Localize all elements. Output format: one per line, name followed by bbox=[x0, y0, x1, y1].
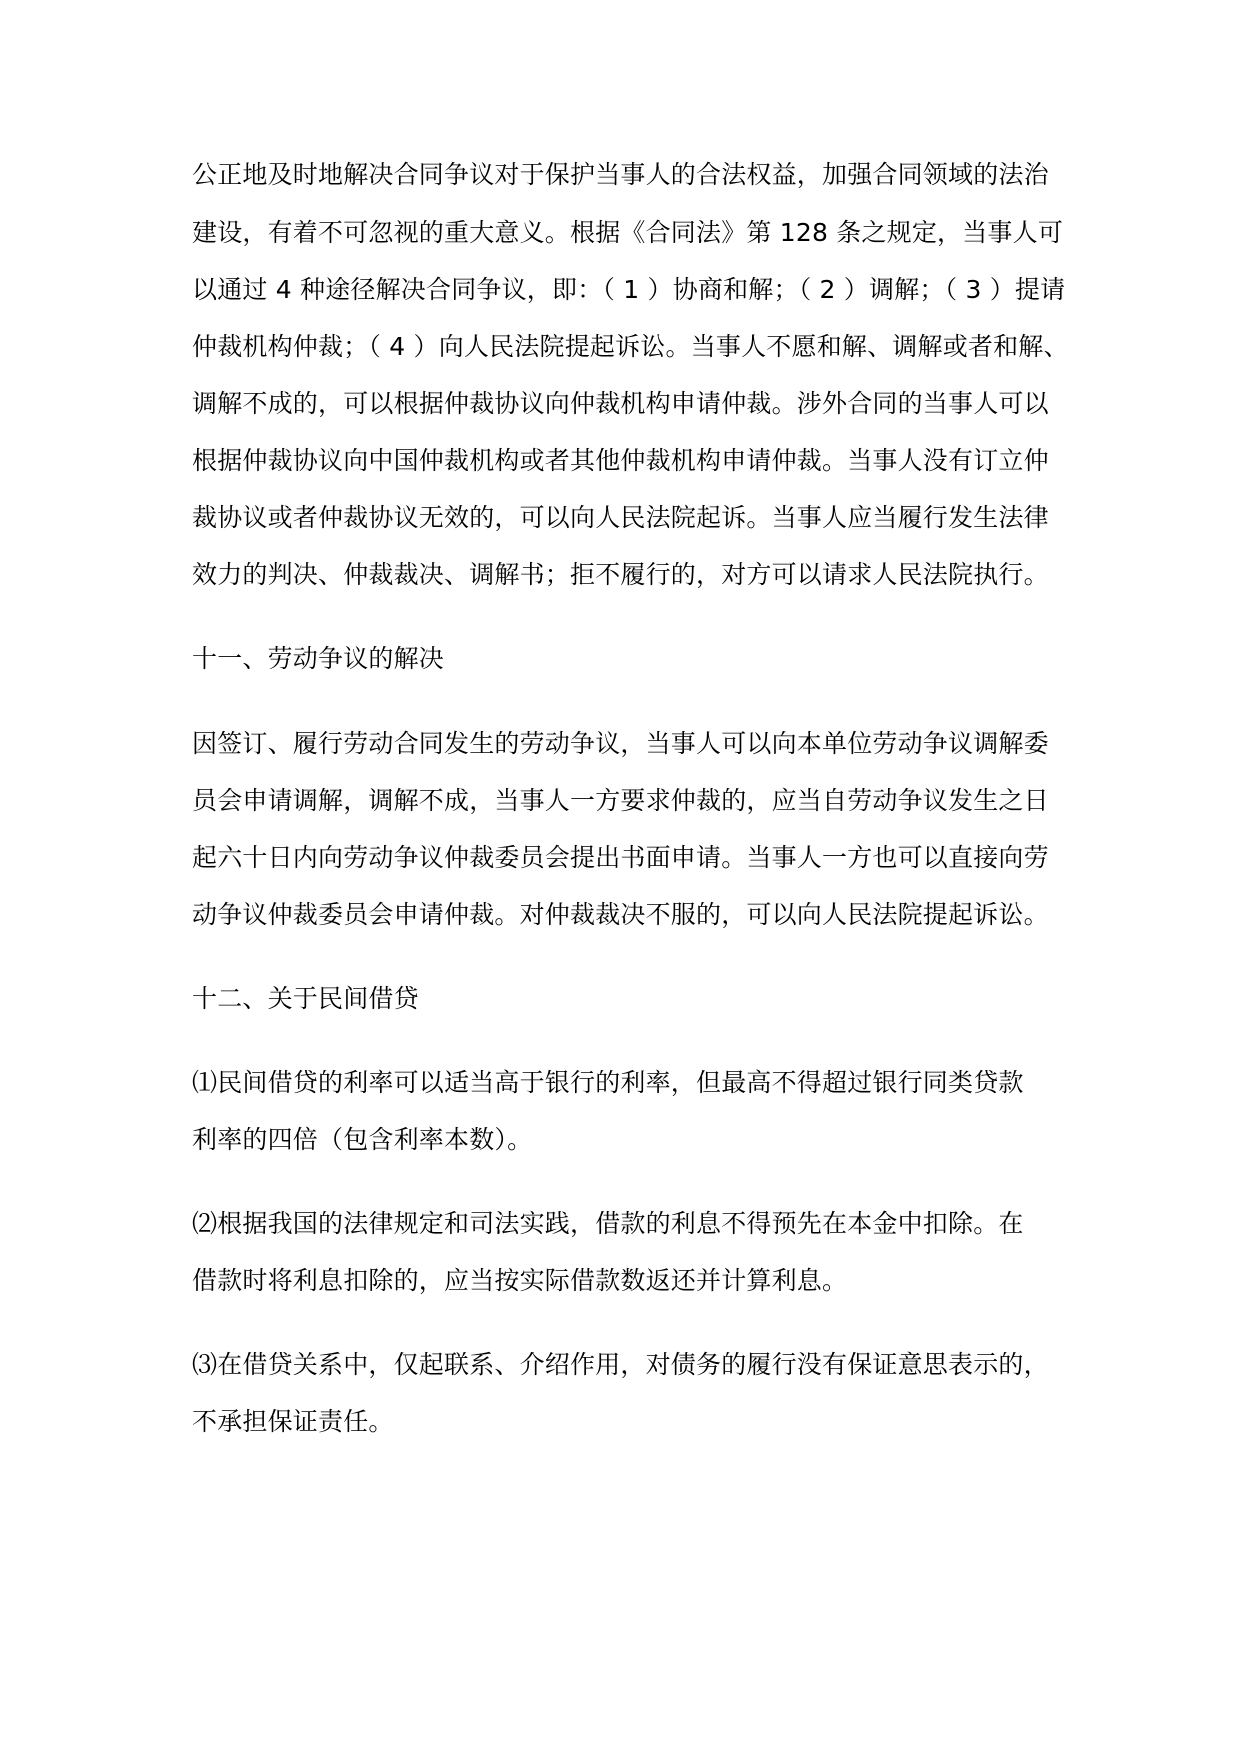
paragraph-line: 员会申请调解，调解不成，当事人一方要求仲裁的，应当自劳动争议发生之日 bbox=[192, 786, 1049, 815]
section-heading: 十二、关于民间借贷 bbox=[192, 984, 419, 1013]
section-heading: 十一、劳动争议的解决 bbox=[192, 644, 445, 673]
list-item-line: ⑵根据我国的法律规定和司法实践，借款的利息不得预先在本金中扣除。在 bbox=[192, 1209, 1024, 1238]
paragraph-line: 效力的判决、仲裁裁决、调解书；拒不履行的，对方可以请求人民法院执行。 bbox=[192, 560, 1049, 589]
paragraph-line: 仲裁机构仲裁；（ 4 ）向人民法院提起诉讼。当事人不愿和解、调解或者和解、 bbox=[192, 332, 1069, 361]
list-item-line: ⑶在借贷关系中，仅起联系、介绍作用，对债务的履行没有保证意思表示的， bbox=[192, 1350, 1049, 1379]
list-item-line: 利率的四倍（包含利率本数）。 bbox=[192, 1125, 533, 1154]
list-item-line: ⑴民间借贷的利率可以适当高于银行的利率，但最高不得超过银行同类贷款 bbox=[192, 1068, 1024, 1097]
paragraph-line: 动争议仲裁委员会申请仲裁。对仲裁裁决不服的，可以向人民法院提起诉讼。 bbox=[192, 900, 1049, 929]
paragraph-line: 公正地及时地解决合同争议对于保护当事人的合法权益，加强合同领域的法治 bbox=[192, 160, 1049, 189]
paragraph-line: 调解不成的，可以根据仲裁协议向仲裁机构申请仲裁。涉外合同的当事人可以 bbox=[192, 389, 1049, 418]
paragraph-line: 以通过 4 种途径解决合同争议，即：（ 1 ）协商和解；（ 2 ）调解；（ 3 ）提请 bbox=[192, 275, 1066, 304]
paragraph-line: 根据仲裁协议向中国仲裁机构或者其他仲裁机构申请仲裁。当事人没有订立仲 bbox=[192, 446, 1049, 475]
paragraph-line: 因签订、履行劳动合同发生的劳动争议，当事人可以向本单位劳动争议调解委 bbox=[192, 729, 1049, 758]
list-item-line: 借款时将利息扣除的，应当按实际借款数返还并计算利息。 bbox=[192, 1266, 848, 1295]
paragraph-line: 裁协议或者仲裁协议无效的，可以向人民法院起诉。当事人应当履行发生法律 bbox=[192, 503, 1049, 532]
list-item-line: 不承担保证责任。 bbox=[192, 1407, 394, 1436]
paragraph-line: 起六十日内向劳动争议仲裁委员会提出书面申请。当事人一方也可以直接向劳 bbox=[192, 843, 1049, 872]
paragraph-line: 建设，有着不可忽视的重大意义。根据《合同法》第 128 条之规定，当事人可 bbox=[192, 218, 1064, 247]
